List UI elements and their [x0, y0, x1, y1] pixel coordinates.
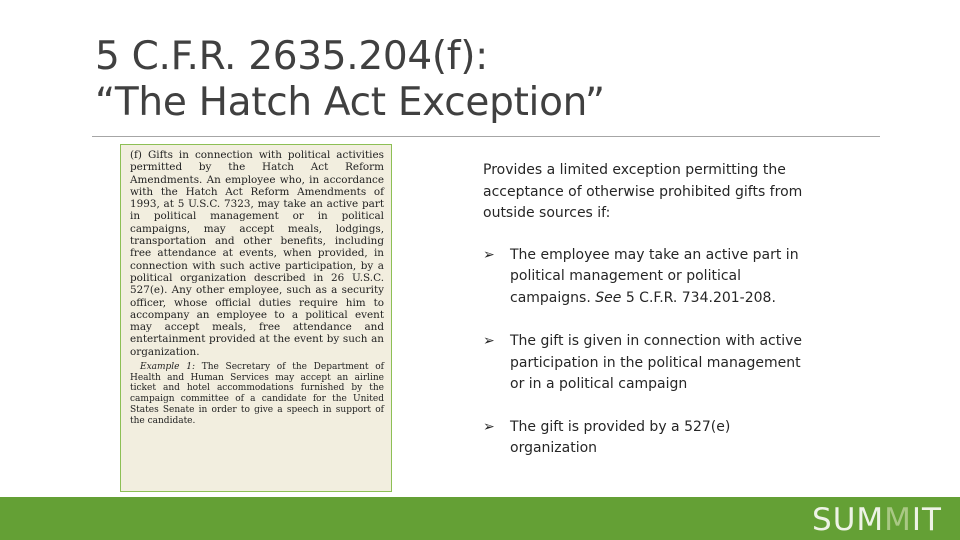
arrow-bullet-icon: ➢: [483, 246, 495, 263]
bullet-1-see: See: [595, 289, 622, 306]
excerpt-example-label: Example 1:: [140, 362, 195, 373]
logo-text-2: M: [884, 502, 912, 538]
bullet-2-text: The gift is given in connection with active participation in the political management or in a political campaign: [510, 333, 803, 392]
logo-text-3: IT: [911, 502, 942, 538]
title-line-1: 5 C.F.R. 2635.204(f):: [95, 34, 488, 79]
summit-logo: [812, 501, 942, 539]
footer-bar: [0, 497, 960, 540]
arrow-bullet-icon: ➢: [483, 418, 495, 435]
slide-title: [95, 34, 855, 126]
list-item: [483, 245, 808, 310]
arrow-bullet-icon: ➢: [483, 333, 495, 349]
body-text: [483, 160, 808, 460]
title-divider: [92, 136, 880, 137]
list-item: [483, 331, 808, 396]
excerpt-example: [130, 362, 384, 426]
excerpt-example-text: The Secretary of the Department of Health and Human Services may accept an airline ticket and hotel accommodations furnished by the campaign committee of a candidate for the United States Senate in order to give a speech in support of the candidate.: [130, 362, 384, 426]
excerpt-paragraph-f: (f) Gifts in connection with political activities permitted by the Hatch Act Reform Amendments. An employee who, in accordance with the Hatch Act Reform Amendments of 1993, at 5 U.S.C. 7323, may take an active part in political management or in political campaigns, may accept meals, lodgings, transportation and other benefits, including free attendance at events, when provided, in connection with such active participation, by a political organization described in 26 U.S.C. 527(e). Any other employee, such as a security officer, whose official duties require him to accompany an employee to a political event may accept meals, free attendance and entertainment provided at the event by such an organization.: [130, 149, 384, 358]
condition-list: [483, 245, 808, 460]
intro-paragraph: Provides a limited exception permitting the acceptance of otherwise prohibited gifts from outside sources if:: [483, 162, 803, 221]
title-line-2: “The Hatch Act Exception”: [95, 80, 605, 125]
bullet-1-text: The employee may take an active part in political management or political campaigns.: [510, 246, 799, 306]
bullet-3-text: The gift is provided by a 527(e) organization: [510, 418, 731, 456]
bullet-1-citation: 5 C.F.R. 734.201-208.: [625, 289, 776, 306]
logo-text-1: SUM: [812, 502, 885, 538]
list-item: [483, 417, 808, 460]
regulation-excerpt-image: [120, 144, 392, 492]
